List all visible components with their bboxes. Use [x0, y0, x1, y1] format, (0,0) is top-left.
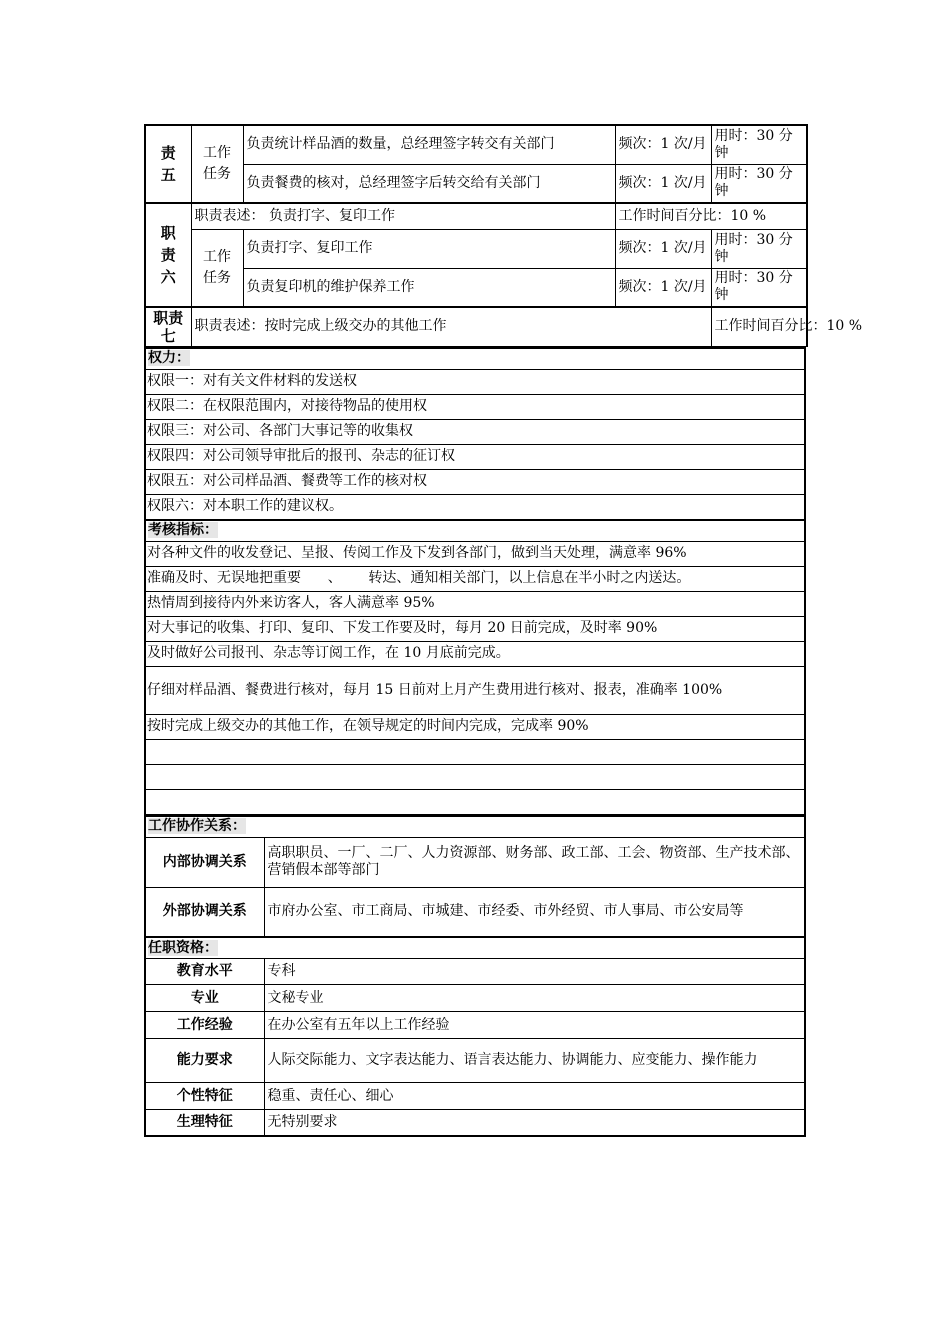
education-value: 专科: [264, 959, 805, 985]
kpi-item-1: 对各种文件的收发登记、呈报、传阅工作及下发到各部门，做到当天处理，满意率 96%: [145, 541, 805, 566]
external-coordination-label: 外部协调关系: [145, 887, 264, 937]
duty6-task-2-time: 用时：30 分钟: [711, 268, 807, 307]
duty6-statement: 职责表述： 负责打字、复印工作: [191, 203, 615, 229]
experience-value: 在办公室有五年以上工作经验: [264, 1012, 805, 1039]
authority-item-5: 权限五：对公司样品酒、餐费等工作的核对权: [145, 469, 805, 494]
kpi-item-2: 准确及时、无误地把重要 、 转达、通知相关部门，以上信息在半小时之内送达。: [145, 566, 805, 591]
ability-value: 人际交际能力、文字表达能力、语言表达能力、协调能力、应变能力、操作能力: [264, 1039, 805, 1083]
job-description-sheet: [144, 124, 863, 1137]
duty5-task-2-time: 用时：30 分钟: [711, 164, 807, 203]
kpi-item-blank-1: [145, 739, 805, 764]
duty5-title: 责 五: [145, 125, 191, 203]
authority-item-1: 权限一：对有关文件材料的发送权: [145, 369, 805, 394]
authority-item-4: 权限四：对公司领导审批后的报刊、杂志的征订权: [145, 444, 805, 469]
duty5-task-1-time: 用时：30 分钟: [711, 125, 807, 164]
physical-label: 生理特征: [145, 1110, 264, 1136]
duty6-task-2-freq: 频次：1 次/月: [615, 268, 711, 307]
kpi-item-3: 热情周到接待内外来访客人，客人满意率 95%: [145, 591, 805, 616]
qualification-header-text: 任职资格：: [148, 939, 218, 956]
personality-value: 稳重、责任心、细心: [264, 1083, 805, 1110]
kpi-item-5: 及时做好公司报刊、杂志等订阅工作，在 10 月底前完成。: [145, 641, 805, 666]
kpi-header-text: 考核指标：: [148, 522, 218, 538]
duty7-percent: 工作时间百分比：10 %: [711, 307, 807, 346]
external-coordination-value: 市府办公室、市工商局、市城建、市经委、市外经贸、市人事局、市公安局等: [264, 887, 805, 937]
duty5-task-2: 负责餐费的核对，总经理签字后转交给有关部门: [243, 164, 615, 203]
kpi-item-blank-2: [145, 764, 805, 789]
duty5-task-1-freq: 频次：1 次/月: [615, 125, 711, 164]
duty5-task-2-freq: 频次：1 次/月: [615, 164, 711, 203]
duty6-task-1-freq: 频次：1 次/月: [615, 229, 711, 268]
internal-coordination-value: 高职职员、一厂、二厂、人力资源部、财务部、政工部、工会、物资部、生产技术部、营销假本部等部门: [264, 837, 805, 887]
duty5-task-label: 工作 任务: [191, 125, 243, 203]
kpi-header: [145, 520, 805, 542]
duty6-task-1: 负责打字、复印工作: [243, 229, 615, 268]
authority-item-2: 权限二：在权限范围内，对接待物品的使用权: [145, 394, 805, 419]
duties-table: [144, 124, 863, 347]
cooperation-qualification-table: [144, 815, 806, 1137]
duty7-statement: 职责表述：按时完成上级交办的其他工作: [191, 307, 711, 346]
major-value: 文秘专业: [264, 985, 805, 1012]
duty6-title: 职 责 六: [145, 203, 191, 307]
cooperation-header-text: 工作协作关系：: [148, 818, 246, 834]
authority-header-text: 权力：: [148, 350, 190, 366]
duty6-task-2: 负责复印机的维护保养工作: [243, 268, 615, 307]
internal-coordination-label: 内部协调关系: [145, 837, 264, 887]
duty6-percent: 工作时间百分比：10 %: [615, 203, 807, 229]
kpi-item-4: 对大事记的收集、打印、复印、下发工作要及时，每月 20 日前完成，及时率 90%: [145, 616, 805, 641]
authority-kpi-table: [144, 347, 806, 815]
authority-header: [145, 348, 805, 370]
personality-label: 个性特征: [145, 1083, 264, 1110]
ability-label: 能力要求: [145, 1039, 264, 1083]
duty6-task-1-time: 用时：30 分钟: [711, 229, 807, 268]
duty5-task-1: 负责统计样品酒的数量，总经理签字转交有关部门: [243, 125, 615, 164]
authority-item-3: 权限三：对公司、各部门大事记等的收集权: [145, 419, 805, 444]
education-label: 教育水平: [145, 959, 264, 985]
duty7-title: 职责 七: [145, 307, 191, 346]
qualification-header: [145, 937, 805, 959]
kpi-item-6: 仔细对样品酒、餐费进行核对，每月 15 日前对上月产生费用进行核对、报表，准确率 100%: [145, 666, 805, 714]
authority-item-6: 权限六：对本职工作的建议权。: [145, 494, 805, 520]
major-label: 专业: [145, 985, 264, 1012]
duty6-task-label: 工作 任务: [191, 229, 243, 307]
physical-value: 无特别要求: [264, 1110, 805, 1136]
kpi-item-blank-3: [145, 789, 805, 814]
kpi-item-7: 按时完成上级交办的其他工作，在领导规定的时间内完成，完成率 90%: [145, 714, 805, 739]
cooperation-header: [145, 816, 805, 838]
experience-label: 工作经验: [145, 1012, 264, 1039]
